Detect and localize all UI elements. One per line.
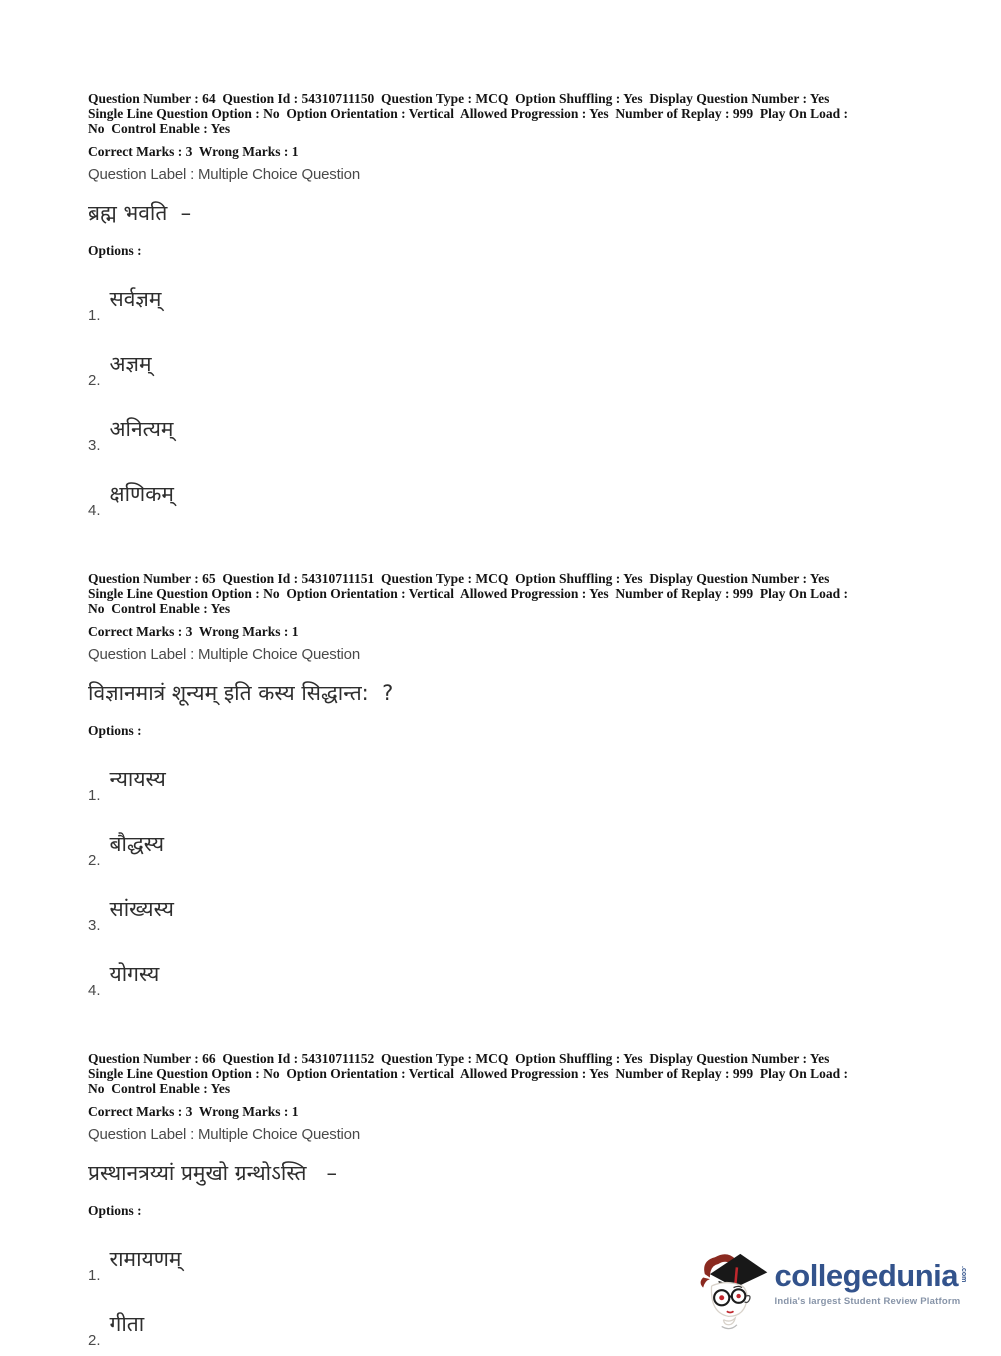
option-text: अनित्यम् (109, 417, 174, 441)
question-text: प्रस्थानत्रय्यां प्रमुखो ग्रन्थोऽस्ति – (88, 1161, 338, 1185)
question-text: विज्ञानमात्रं शून्यम् इति कस्य सिद्धान्त: ? (88, 681, 394, 705)
logo-tagline: India's largest Student Review Platform (774, 1296, 961, 1307)
option-row (88, 825, 910, 869)
question-meta (88, 571, 910, 616)
option-row (88, 475, 910, 519)
option-text: रामायणम् (109, 1247, 182, 1271)
meta-line: Single Line Question Option : No Option Orientation : Vertical Allowed Progression : Yes Number of Replay : 999 Play On Load : (88, 586, 849, 601)
option-text: क्षणिकम् (109, 482, 174, 506)
question-label: Question Label : Multiple Choice Question (88, 646, 360, 663)
option-row (88, 890, 910, 934)
option-text: बौद्धस्य (109, 832, 165, 856)
question-label: Question Label : Multiple Choice Question (88, 166, 360, 183)
option-text: अज्ञम् (109, 352, 152, 376)
option-text: सर्वज्ञम् (109, 287, 162, 311)
logo-text-column (775, 1248, 967, 1307)
question-block-65 (88, 571, 910, 999)
option-row (88, 760, 910, 804)
marks-line: Correct Marks : 3 Wrong Marks : 1 (88, 144, 299, 159)
question-label: Question Label : Multiple Choice Question (88, 1126, 360, 1143)
option-row (88, 955, 910, 999)
student-graduate-mascot-icon (693, 1248, 769, 1334)
options-heading: Options : (88, 1203, 142, 1218)
option-number: 4. (88, 502, 101, 519)
option-number: 2. (88, 372, 101, 389)
meta-line: No Control Enable : Yes (88, 121, 231, 136)
options-heading: Options : (88, 243, 142, 258)
option-row (88, 410, 910, 454)
option-number: 3. (88, 917, 101, 934)
option-text: गीता (109, 1312, 145, 1336)
marks-line: Correct Marks : 3 Wrong Marks : 1 (88, 1104, 299, 1119)
option-row (88, 345, 910, 389)
questions-content (88, 91, 910, 1356)
option-number: 1. (88, 787, 101, 804)
meta-line: Question Number : 65 Question Id : 54310711151 Question Type : MCQ Option Shuffling : Yes Display Question Number : Yes (88, 571, 830, 586)
question-block-64 (88, 91, 910, 519)
logo-domain-suffix: .com (960, 1266, 967, 1283)
option-number: 2. (88, 852, 101, 869)
meta-line: No Control Enable : Yes (88, 1081, 231, 1096)
question-text: ब्रह्म भवति – (88, 201, 192, 225)
option-text: योगस्य (109, 962, 160, 986)
meta-line: No Control Enable : Yes (88, 601, 231, 616)
options-heading: Options : (88, 723, 142, 738)
question-meta (88, 1051, 910, 1096)
option-number: 1. (88, 1267, 101, 1284)
meta-line: Single Line Question Option : No Option Orientation : Vertical Allowed Progression : Yes Number of Replay : 999 Play On Load : (88, 106, 849, 121)
logo-wordmark: collegedunia (774, 1258, 958, 1293)
meta-line: Question Number : 64 Question Id : 54310711150 Question Type : MCQ Option Shuffling : Yes Display Question Number : Yes (88, 91, 830, 106)
meta-line: Single Line Question Option : No Option Orientation : Vertical Allowed Progression : Yes Number of Replay : 999 Play On Load : (88, 1066, 849, 1081)
question-meta (88, 91, 910, 136)
marks-line: Correct Marks : 3 Wrong Marks : 1 (88, 624, 299, 639)
option-row (88, 280, 910, 324)
option-number: 4. (88, 982, 101, 999)
collegedunia-logo (693, 1248, 967, 1334)
option-text: न्यायस्य (109, 767, 166, 791)
option-text: सांख्यस्य (109, 897, 174, 921)
option-number: 1. (88, 307, 101, 324)
option-number: 2. (88, 1332, 101, 1349)
meta-line: Question Number : 66 Question Id : 54310711152 Question Type : MCQ Option Shuffling : Yes Display Question Number : Yes (88, 1051, 830, 1066)
option-number: 3. (88, 437, 101, 454)
